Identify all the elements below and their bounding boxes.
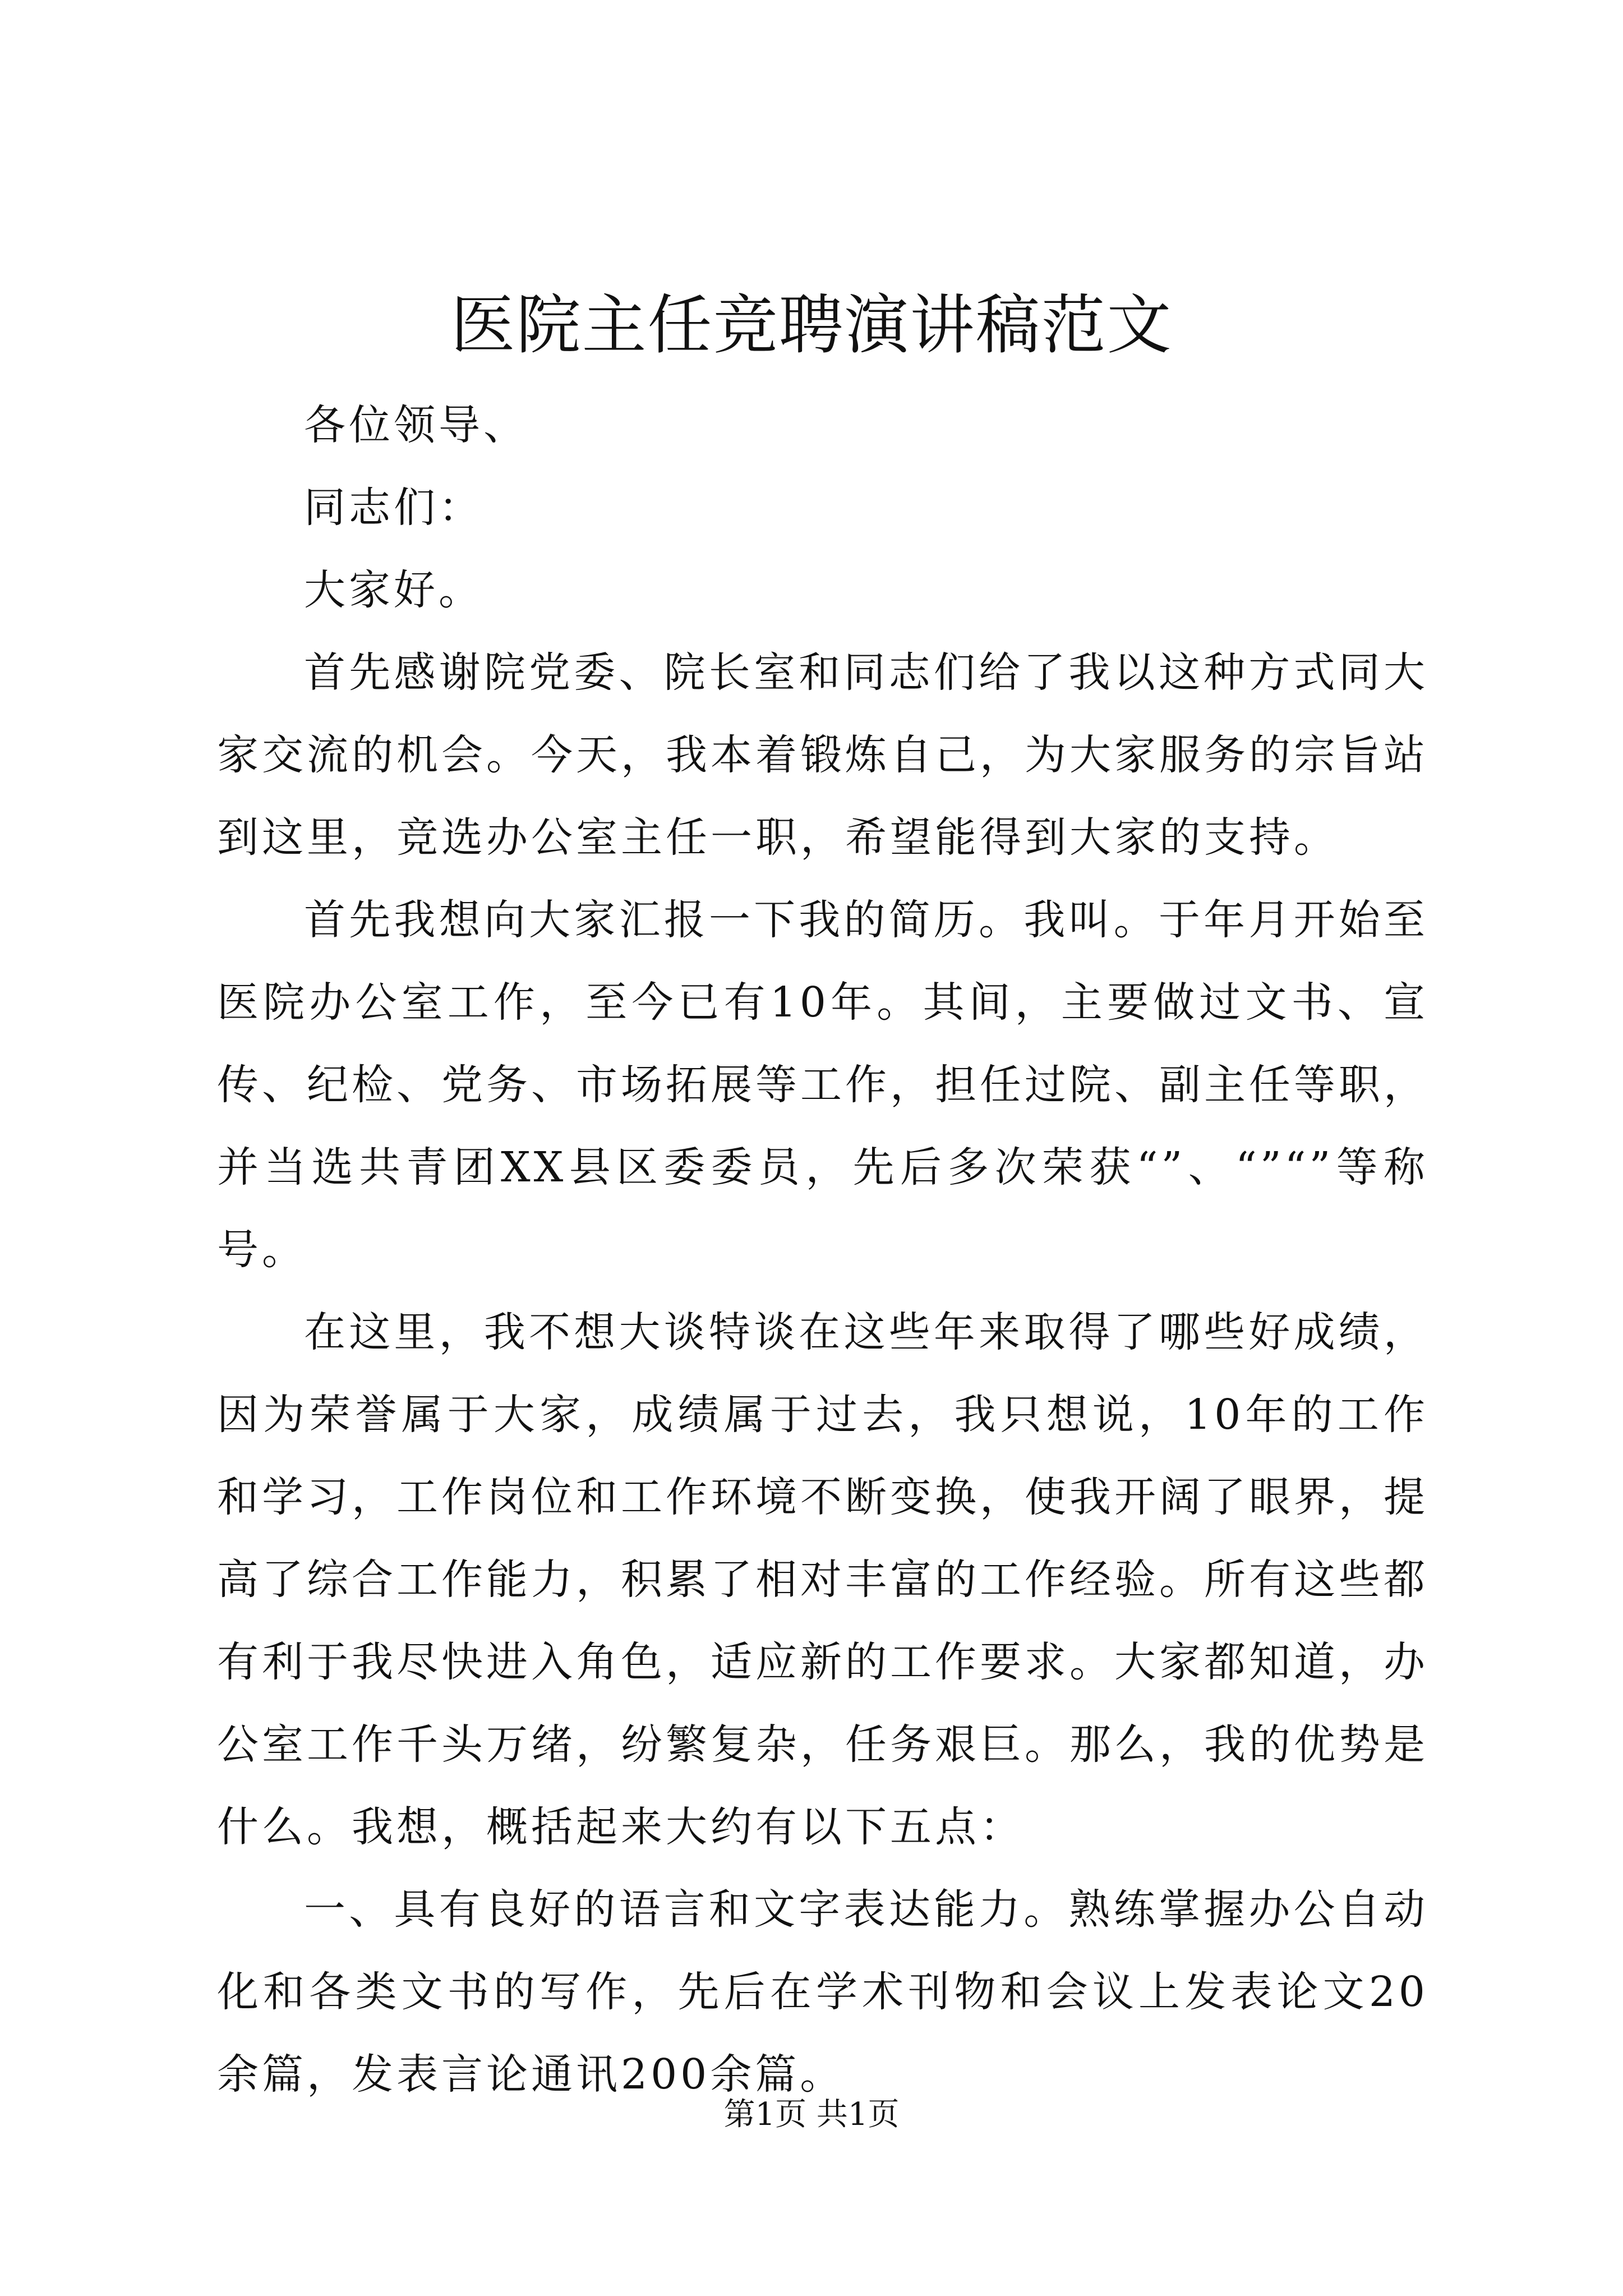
paragraph-thanks: 首先感谢院党委、院长室和同志们给了我以这种方式同大家交流的机会。今天，我本着锻炼自己，为大家服务的宗旨站到这里，竞选办公室主任一职，希望能得到大家的支持。 xyxy=(217,648,1428,862)
document-body xyxy=(217,384,1428,2116)
greeting: 大家好。 xyxy=(304,566,483,614)
paragraph-resume: 首先我想向大家汇报一下我的简历。我叫。于年月开始至医院办公室工作，至今已有10年。其间，主要做过文书、宣传、纪检、党务、市场拓展等工作，担任过院、副主任等职，并当选共青团XX县区委委员，先后多次荣获“”、“”“”等称号。 xyxy=(217,896,1428,1274)
paragraph-advantage-one: 一、具有良好的语言和文字表达能力。熟练掌握办公自动化和各类文书的写作，先后在学术刊物和会议上发表论文20余篇，发表言论通讯200余篇。 xyxy=(217,1885,1428,2099)
paragraph-experience: 在这里，我不想大谈特谈在这些年来取得了哪些好成绩，因为荣誉属于大家，成绩属于过去，我只想说，10年的工作和学习，工作岗位和工作环境不断变换，使我开阔了眼界，提高了综合工作能力，积累了相对丰富的工作经验。所有这些都有利于我尽快进入角色，适应新的工作要求。大家都知道，办公室工作千头万绪，纷繁复杂，任务艰巨。那么，我的优势是什么。我想，概括起来大约有以下五点： xyxy=(217,1308,1428,1851)
salutation-leaders: 各位领导、 xyxy=(304,401,528,449)
document-title: 医院主任竞聘演讲稿范文 xyxy=(450,288,1173,363)
salutation-comrades: 同志们： xyxy=(304,484,483,532)
page-footer: 第1页 共1页 xyxy=(723,2096,900,2133)
